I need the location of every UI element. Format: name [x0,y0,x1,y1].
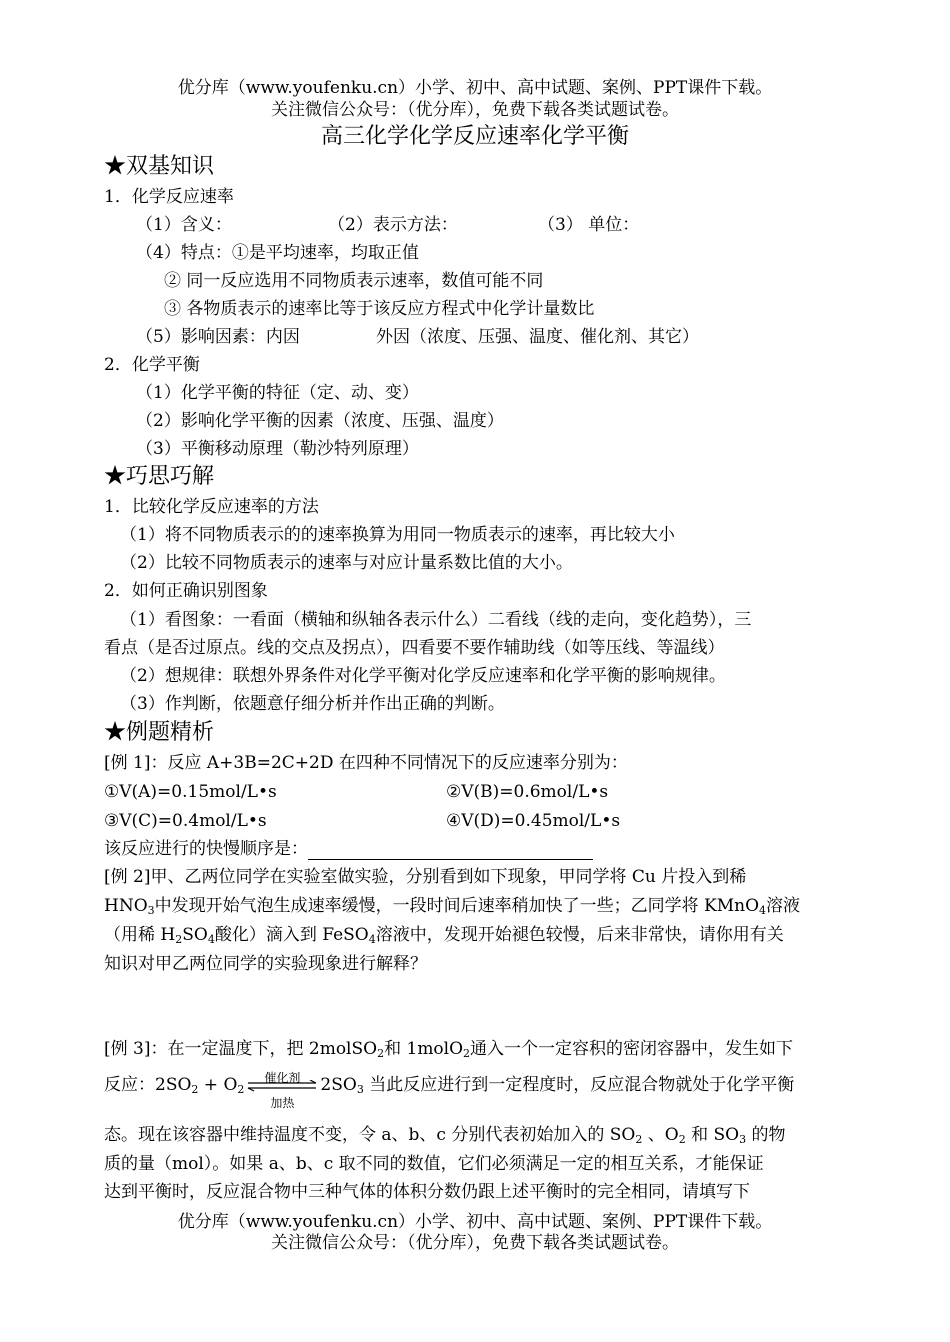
tip-graph-1b: 看点（是否过原点。线的交点及拐点），四看要不要作辅助线（如等压线、等温线） [104,638,725,658]
double-arrow-icon [246,1080,318,1092]
rate-feature-2: ② 同一反应选用不同物质表示速率，数值可能不同 [164,271,544,291]
rate-feature-3: ③ 各物质表示的速率比等于该反应方程式中化学计量数比 [164,299,595,319]
tip-compare-1: （1）将不同物质表示的的速率换算为用同一物质表示的速率，再比较大小 [120,525,675,545]
example-3-line-4: 质的量（mol）。如果 a、b、c 取不同的数值，它们必须满足一定的相互关系，才能保证 [104,1154,764,1174]
example-1-question [104,838,593,860]
footer-line-2: 关注微信公众号：（优分库），免费下载各类试题试卷。 [271,1233,679,1253]
rate-unit: （3） 单位： [538,215,640,235]
tip-compare-rates: 1．比较化学反应速率的方法 [104,497,319,517]
example-3-line-5: 达到平衡时，反应混合物中三种气体的体积分数仍跟上述平衡时的完全相同，请填写下 [104,1182,750,1202]
tip-compare-2: （2）比较不同物质表示的速率与对应计量系数比值的大小。 [120,553,573,573]
rate-meaning: （1）含义： [136,215,232,235]
tip-graph-1a: （1）看图象：一看面（横轴和纵轴各表示什么）二看线（线的走向，变化趋势），三 [120,610,752,630]
section-heading-basics: ★双基知识 [104,154,215,179]
tip-graph-2: （2）想规律：联想外界条件对化学平衡对化学反应速率和化学平衡的影响规律。 [120,666,726,686]
example-1-rate-d: ④V(D)=0.45mol/L•s [446,811,621,831]
page-title: 高三化学化学反应速率化学平衡 [320,124,629,149]
example-2-line-3: （用稀 $H_2SO_4$酸化）滴入到 FeSO$_4$溶液中，发现开始褪色较慢，后来非常快，请你用有关 [104,925,784,946]
section-heading-examples: ★例题精析 [104,720,215,745]
equilibrium-principle: （3）平衡移动原理（勒沙特列原理） [136,439,419,459]
example-1-rate-c: ③V(C)=0.4mol/L•s [104,811,267,831]
example-3-line-3: 态。现在该容器中维持温度不变，令 a、b、c 分别代表初始加入的 $SO_2$ 、$O_2$ 和 $SO_3$ 的物 [104,1125,786,1146]
example-1-order-label: 该反应进行的快慢顺序是： [104,839,308,859]
catalyst-label: 催化剂 [264,1070,301,1085]
example-2-line-2: $HNO_3$中发现开始气泡生成速率缓慢，一段时间后速率稍加快了一些；乙同学将 KMnO$_4$溶液 [104,896,801,917]
heat-label: 加热 [270,1095,295,1110]
example-2-line-4: 知识对甲乙两位同学的实验现象进行解释？ [104,954,427,974]
example-1-rate-b: ②V(B)=0.6mol/L•s [446,782,609,802]
example-3-line-1: [例 3]：在一定温度下，把 2molSO$_2$和 1molO$_2$通入一个一定容积的密闭容器中，发生如下 [104,1039,794,1060]
footer-line-1: 优分库（www.youfenku.cn）小学、初中、高中试题、案例、PPT课件下载。 [177,1212,773,1232]
example-1-rate-a: ①V(A)=0.15mol/L•s [104,782,277,802]
rate-factors-internal: （5）影响因素：内因 [136,327,300,347]
equilibrium-feature: （1）化学平衡的特征（定、动、变） [136,383,419,403]
example-2-line-1: [例 2]甲、乙两位同学在实验室做实验，分别看到如下现象，甲同学将 Cu 片投入到稀 [104,867,747,887]
header-line-1: 优分库（www.youfenku.cn）小学、初中、高中试题、案例、PPT课件下载。 [177,78,773,98]
equilibrium-factors: （2）影响化学平衡的因素（浓度、压强、温度） [136,411,504,431]
section-heading-tips: ★巧思巧解 [104,464,215,489]
answer-blank[interactable] [308,841,593,860]
rate-feature-1: （4）特点：①是平均速率，均取正值 [136,243,419,263]
item-reaction-rate: 1．化学反应速率 [104,187,234,207]
tip-graph-3: （3）作判断，依题意仔细分析并作出正确的判断。 [120,694,505,714]
rate-factors-external: 外因（浓度、压强、温度、催化剂、其它） [376,327,699,347]
example-3-equation-line: 反应：$2SO_2 + O_2$ 催化剂 加热 $2SO_3$ 当此反应进行到一定程度时，反应混合物就处于化学平衡 [104,1074,794,1097]
tip-read-graphs: 2．如何正确识别图象 [104,581,268,601]
header-line-2: 关注微信公众号：（优分库），免费下载各类试题试卷。 [271,100,679,120]
equilibrium-arrow-icon [246,1070,318,1110]
rate-expression: （2）表示方法： [328,215,458,235]
item-equilibrium: 2．化学平衡 [104,355,200,375]
example-1-stem: [例 1]：反应 A+3B=2C+2D 在四种不同情况下的反应速率分别为： [104,753,628,773]
